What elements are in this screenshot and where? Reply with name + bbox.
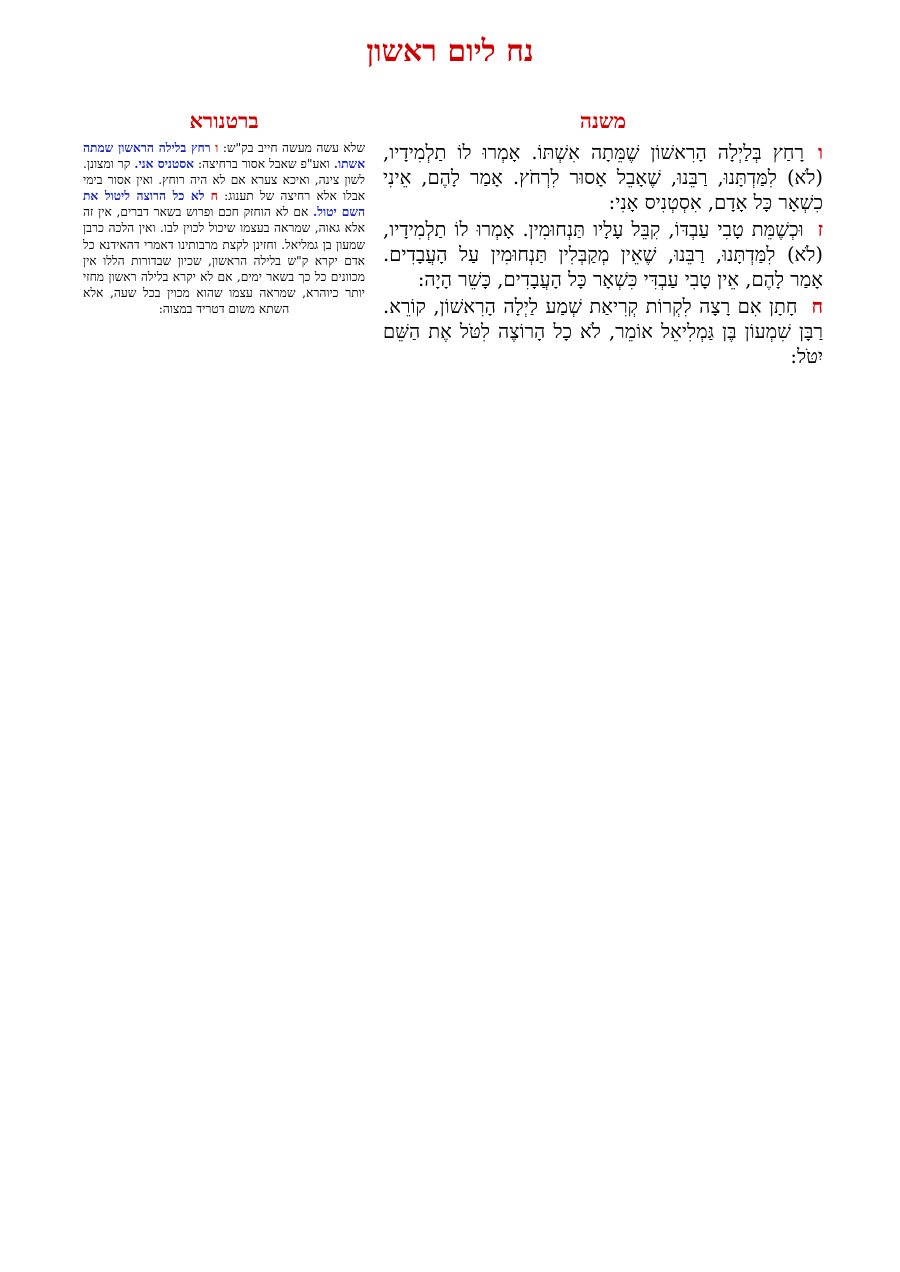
commentary-text: קר ומצונן. לשון צינה, ואיכא צערא אם לא היה רוחץ. ואין אסור בימי אבלו אלא רחיצה של תענוג:: [83, 157, 366, 204]
mishna-column: [383, 108, 823, 371]
page-title: נח ליום ראשון: [366, 34, 534, 69]
bartenura-commentary: [83, 140, 365, 317]
mishna-number: ח: [811, 295, 823, 318]
commentary-number: ו: [215, 141, 219, 155]
mishna-heading: משנה: [579, 108, 627, 133]
mishna-number: ו: [818, 141, 823, 164]
commentary-text: שלא עשה מעשה חייב בק"ש:: [222, 141, 366, 155]
commentary-heading-phrase: אסטניס אני.: [134, 157, 194, 172]
commentary-heading-phrase: רחץ בלילה הראשון שמתה אשתו.: [83, 141, 366, 172]
commentary-number: ח: [210, 189, 218, 204]
mishna-paragraph-vav: [383, 140, 823, 215]
mishna-text: חָתָן אִם רָצָה לִקְרוֹת קְרִיאַת שְׁמַע לַיְלָה הָרִאשׁוֹן, קוֹרֵא. רַבָּן שִׁמְעוֹן בֶּן גַּמְלִיאֵל אוֹמֵר, לֹא כָל הָרוֹצֶה לִטֹּל אֶת הַשֵּׁם יִטֹּל:: [383, 295, 823, 368]
mishna-paragraph-zayin: [383, 217, 823, 292]
commentary-text: ואע"פ שאבל אסור ברחיצה:: [197, 157, 330, 172]
mishna-text: רָחַץ בְּלַיְלָה הָרִאשׁוֹן שֶׁמֵּתָה אִשְׁתּוֹ. אָמְרוּ לוֹ תַלְמִידָיו, (לֹא) לִמַּדְתָּנוּ, רַבֵּנוּ, שֶׁאָבֵל אָסוּר לִרְחֹץ. אָמַר לָהֶם, אֵינִי כִשְׁאָר כָּל אָדָם, אִסְטְנִיס אָנִי:: [383, 141, 823, 214]
mishna-paragraph-chet: [383, 294, 823, 369]
mishna-text: וּכְשֶׁמֵּת טָבִי עַבְדּוֹ, קִבֵּל עָלָיו תַּנְחוּמִין. אָמְרוּ לוֹ תַלְמִידָיו, (לֹא) לִמַּדְתָּנוּ, רַבֵּנוּ, שֶׁאֵין מְקַבְּלִין תַּנְחוּמִין עַל הָעֲבָדִים. אָמַר לָהֶם, אֵין טָבִי עַבְדִּי כִּשְׁאָר כָּל הָעֲבָדִים, כָּשֵׁר הָיָה:: [383, 218, 823, 291]
bartenura-column: [83, 108, 365, 317]
commentary-heading-phrase: לא כל הרוצה ליטול את השם יטול.: [83, 189, 365, 220]
commentary-text: אם לא הוחזק חכם ופרוש בשאר דברים, אין זה אלא גאוה, שמראה בעצמו שיכול לכוין לבו. ואין הלכה כרבן שמעון בן גמליאל. וחזינן לקצת מרבותינו דאמרי דהאידנא כל אדם יקרא ק"ש בלילה הראשון, שכיון שבדורות הללו אין מכוונים כל כך בשאר ימים, אם לא יקרא בלילה ראשון מחזי יותר כיוהרא, שמראה עצמו שהוא מכוין בכל שעה, אלא השתא משום דטריד במצוה:: [83, 205, 365, 316]
bartenura-heading: ברטנורא: [189, 108, 259, 133]
mishna-number: ז: [817, 218, 823, 241]
